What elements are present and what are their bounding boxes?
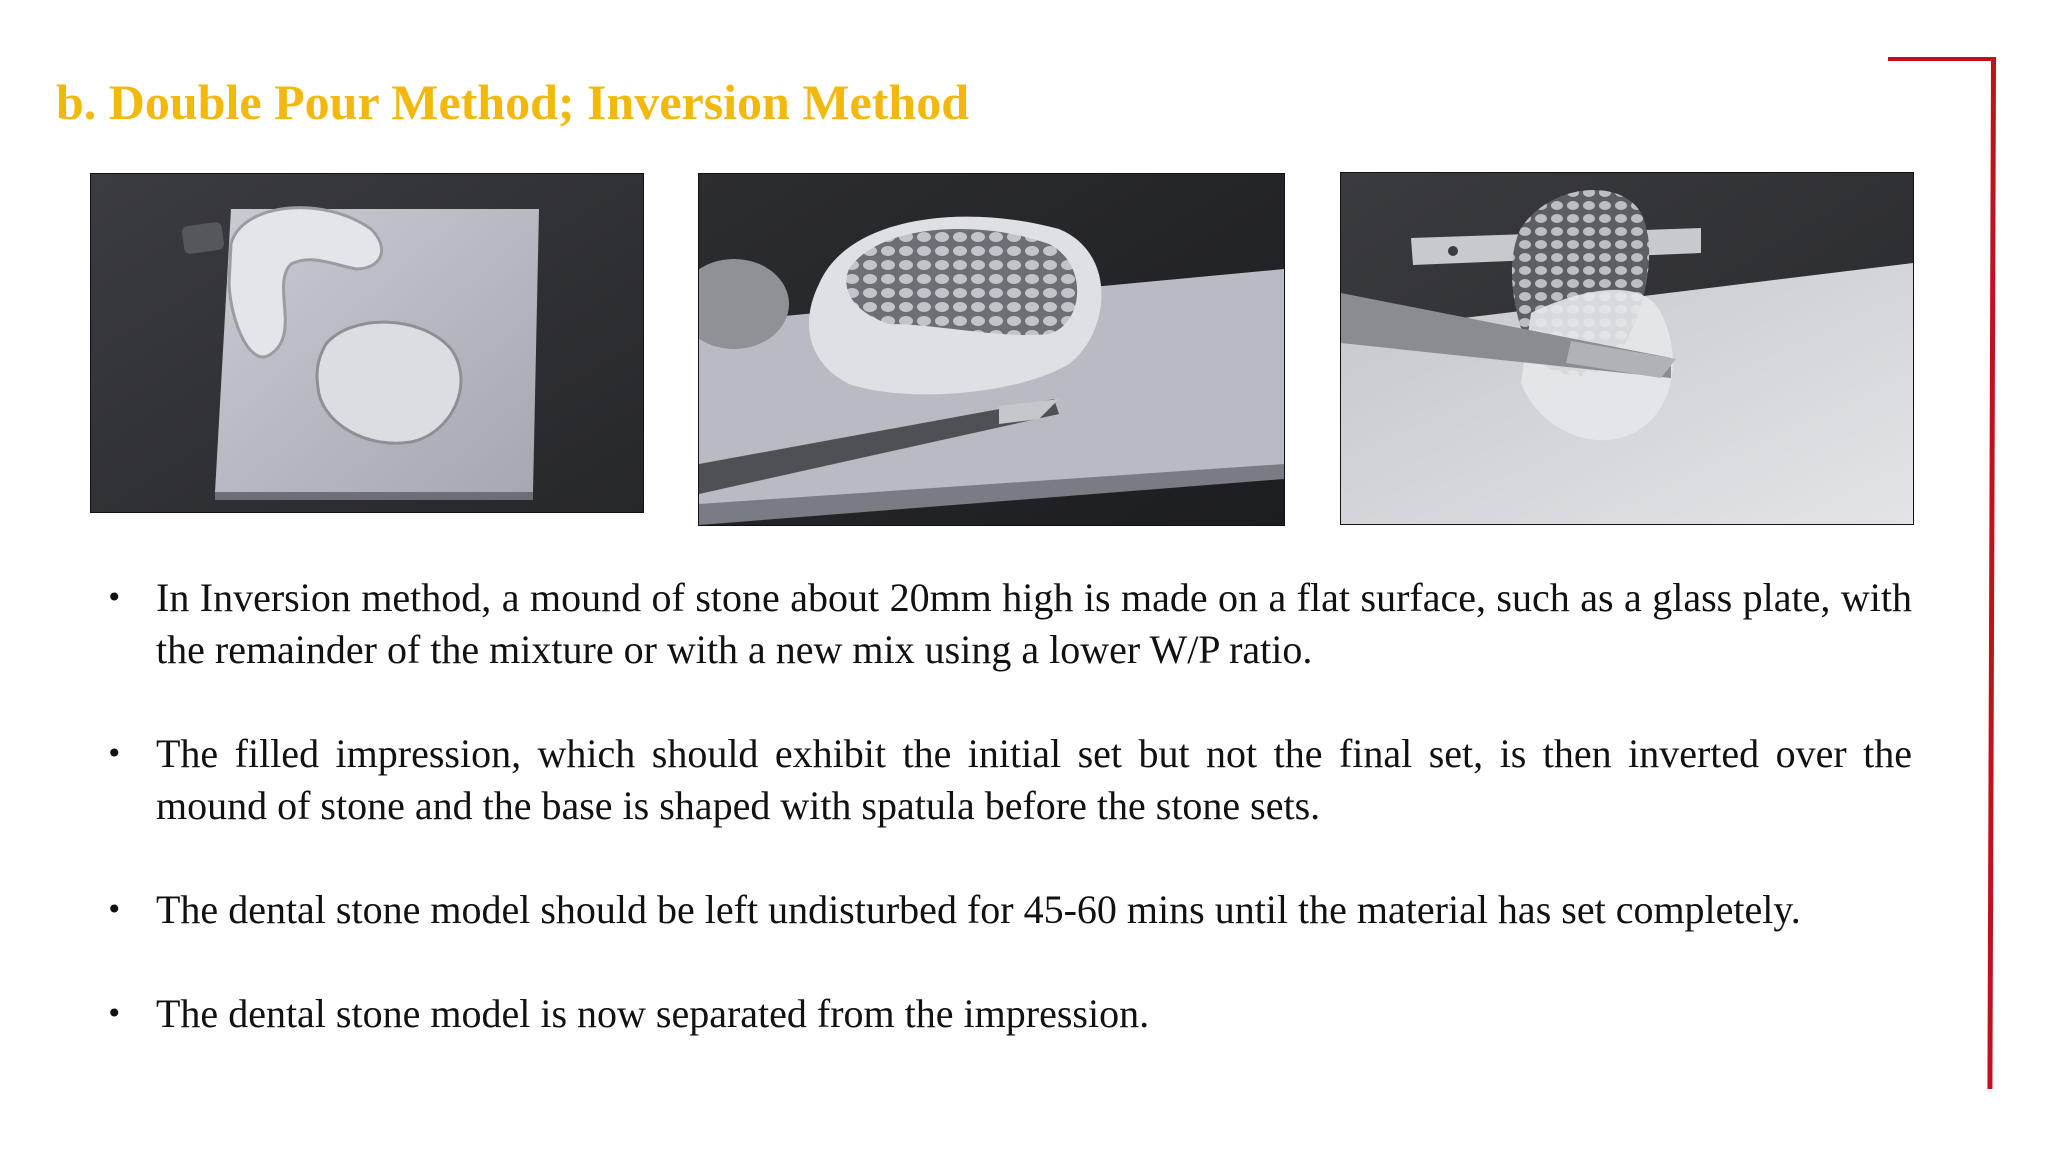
bullet-item <box>100 988 1912 1040</box>
bullet-item <box>100 884 1912 936</box>
stone-pour-on-glass-slab-photo <box>91 174 643 512</box>
corner-bracket-top <box>1888 57 1996 61</box>
bullet-dot: • <box>106 997 123 1030</box>
slide-title: b. Double Pour Method; Inversion Method <box>56 74 970 130</box>
impression-inverted-on-stone-mound-photo <box>699 174 1284 525</box>
bullet-list <box>100 572 1912 1092</box>
bullet-text: In Inversion method, a mound of stone about 20mm high is made on a flat surface, such as a glass plate, with the remainder of the mixture or with a new mix using a lower W/P ratio. <box>156 575 1912 672</box>
bullet-text: The filled impression, which should exhibit the initial set but not the final set, is then inverted over the mound of stone and the base is shaped with spatula before the stone sets. <box>156 731 1912 828</box>
corner-bracket-side <box>1987 61 1996 1089</box>
photo-stone-pour-on-slab <box>90 173 644 513</box>
bullet-item <box>100 572 1912 676</box>
bullet-item <box>100 728 1912 832</box>
photo-spatula-shaping-base <box>1340 172 1914 525</box>
bullet-text: The dental stone model should be left undisturbed for 45-60 mins until the material has set completely. <box>156 887 1801 932</box>
bullet-dot: • <box>106 581 123 614</box>
photo-impression-inverted <box>698 173 1285 526</box>
bullet-dot: • <box>106 893 123 926</box>
bullet-dot: • <box>106 737 123 770</box>
bullet-text: The dental stone model is now separated from the impression. <box>156 991 1150 1036</box>
spatula-shaping-base-photo <box>1341 173 1913 524</box>
